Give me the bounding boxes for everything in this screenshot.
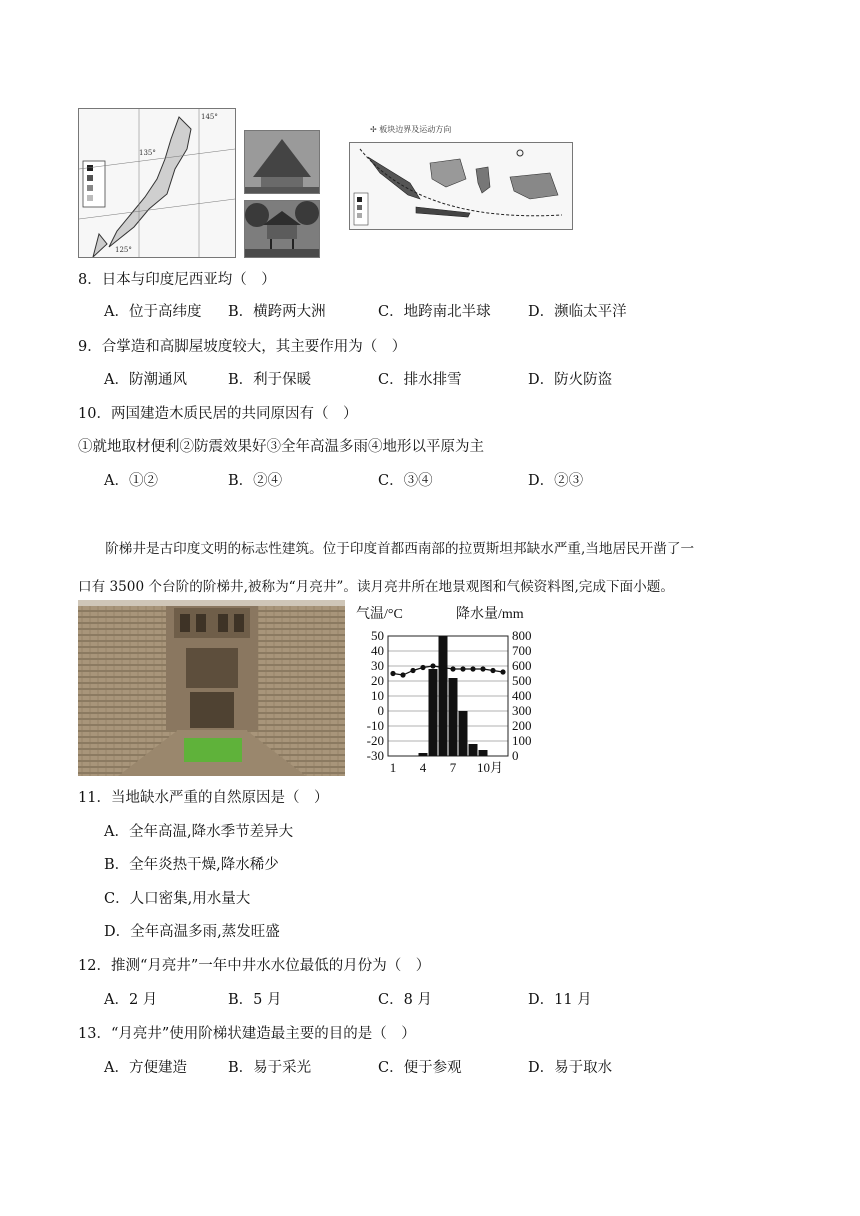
temperature-line [393, 666, 503, 675]
precip-tick-label: 800 [512, 628, 532, 643]
lon-label-3: 125° [115, 246, 132, 254]
precip-tick-label: 500 [512, 673, 532, 688]
q13-option-b[interactable]: B．易于采光 [228, 1060, 312, 1076]
temperature-point [460, 666, 465, 671]
temperature-point [390, 671, 395, 676]
q13-option-d[interactable]: D．易于取水 [528, 1060, 613, 1076]
month-tick-label: 4 [419, 760, 427, 775]
indonesia-map-legend [370, 124, 451, 135]
month-tick-label: 10月 [477, 760, 504, 775]
reading-passage [78, 530, 778, 606]
stilt-house-photo [244, 200, 320, 258]
precip-axis-label: 降水量/mm [456, 607, 524, 622]
temperature-point [470, 666, 475, 671]
temperature-point [420, 665, 425, 670]
precip-bar [479, 750, 488, 756]
temp-tick-label: 10 [371, 688, 384, 703]
month-tick-label: 7 [449, 760, 457, 775]
japan-map-image [79, 109, 235, 257]
temperature-point [410, 668, 415, 673]
temp-tick-label: 40 [371, 643, 384, 658]
passage-line-1: 阶梯井是古印度文明的标志性建筑。位于印度首都西南部的拉贾斯坦邦缺水严重,当地居民开凿了一 [105, 541, 695, 557]
temp-tick-label: 0 [377, 703, 384, 718]
temp-tick-label: 50 [371, 628, 384, 643]
precip-tick-label: 400 [512, 688, 532, 703]
temperature-point [400, 672, 405, 677]
q9-option-d[interactable]: D．防火防盗 [528, 372, 613, 388]
gassho-house-photo [244, 130, 320, 194]
temperature-point [490, 668, 495, 673]
temp-tick-label: 30 [371, 658, 384, 673]
q9-option-b[interactable]: B．利于保暖 [228, 372, 312, 388]
precip-tick-label: 200 [512, 718, 532, 733]
stepwell-photo [78, 600, 345, 776]
q10-option-c[interactable]: C．③④ [378, 473, 433, 489]
precip-bar [469, 744, 478, 756]
indonesia-map-image [350, 143, 572, 229]
precip-bar [449, 678, 458, 756]
lon-label-1: 145° [201, 113, 218, 121]
question-10-statements: ①就地取材便利②防震效果好③全年高温多雨④地形以平原为主 [78, 439, 484, 455]
q13-option-a[interactable]: A．方便建造 [104, 1060, 187, 1076]
question-13-stem: 13．“月亮井”使用阶梯状建造最主要的目的是（ ） [78, 1026, 416, 1042]
q11-option-d[interactable]: D．全年高温多雨,蒸发旺盛 [104, 924, 280, 940]
question-12-stem: 12．推测“月亮井”一年中井水水位最低的月份为（ ） [78, 958, 431, 974]
temp-tick-label: -20 [366, 733, 384, 748]
q8-option-c[interactable]: C．地跨南北半球 [378, 304, 491, 320]
temperature-point [430, 663, 435, 668]
temperature-point [500, 669, 505, 674]
japan-map-figure [78, 108, 236, 258]
climate-chart [352, 600, 542, 776]
plate-boundary-icon: ✢ [370, 125, 377, 134]
precip-bar [439, 636, 448, 756]
q10-option-b[interactable]: B．②④ [228, 473, 283, 489]
q11-option-b[interactable]: B．全年炎热干燥,降水稀少 [104, 857, 279, 873]
temp-tick-label: -30 [366, 748, 384, 763]
question-8-stem: 8．日本与印度尼西亚均（ ） [78, 272, 276, 288]
lon-label-2: 135° [139, 149, 156, 157]
q10-option-a[interactable]: A．①② [104, 473, 158, 489]
precip-tick-label: 600 [512, 658, 532, 673]
q8-option-a[interactable]: A．位于高纬度 [104, 304, 202, 320]
question-10-stem: 10．两国建造木质民居的共同原因有（ ） [78, 406, 358, 422]
q12-option-d[interactable]: D．11 月 [528, 992, 592, 1008]
temp-tick-label: -10 [366, 718, 384, 733]
q9-option-a[interactable]: A．防潮通风 [104, 372, 187, 388]
temperature-point [440, 665, 445, 670]
indonesia-map-title: 板块边界及运动方向 [379, 125, 452, 134]
temperature-point [450, 666, 455, 671]
q10-option-d[interactable]: D．②③ [528, 473, 584, 489]
precip-tick-label: 700 [512, 643, 532, 658]
q12-option-c[interactable]: C．8 月 [378, 992, 432, 1008]
q8-option-d[interactable]: D．濒临太平洋 [528, 304, 627, 320]
precip-tick-label: 0 [512, 748, 519, 763]
passage-line-2: 口有 3500 个台阶的阶梯井,被称为“月亮井”。读月亮井所在地景观图和气候资料图,完成下面小题。 [78, 579, 674, 595]
indonesia-map-figure [349, 142, 573, 230]
q9-option-c[interactable]: C．排水排雪 [378, 372, 462, 388]
q13-option-c[interactable]: C．便于参观 [378, 1060, 462, 1076]
q11-option-a[interactable]: A．全年高温,降水季节差异大 [104, 824, 294, 840]
month-tick-label: 1 [389, 760, 397, 775]
precip-bar [429, 669, 438, 756]
question-9-stem: 9．合掌造和高脚屋坡度较大，其主要作用为（ ） [78, 339, 407, 355]
stepwell-image [78, 600, 345, 776]
q11-option-c[interactable]: C．人口密集,用水量大 [104, 891, 251, 907]
q12-option-a[interactable]: A．2 月 [104, 992, 158, 1008]
temp-tick-label: 20 [371, 673, 384, 688]
precip-bar [419, 753, 428, 756]
temp-axis-label: 气温/°C [356, 607, 403, 622]
precip-tick-label: 100 [512, 733, 532, 748]
climate-chart-svg [352, 600, 542, 776]
temperature-point [480, 666, 485, 671]
precip-bar [459, 711, 468, 756]
precip-tick-label: 300 [512, 703, 532, 718]
question-11-stem: 11．当地缺水严重的自然原因是（ ） [78, 790, 329, 806]
q8-option-b[interactable]: B．横跨两大洲 [228, 304, 326, 320]
q12-option-b[interactable]: B．5 月 [228, 992, 282, 1008]
